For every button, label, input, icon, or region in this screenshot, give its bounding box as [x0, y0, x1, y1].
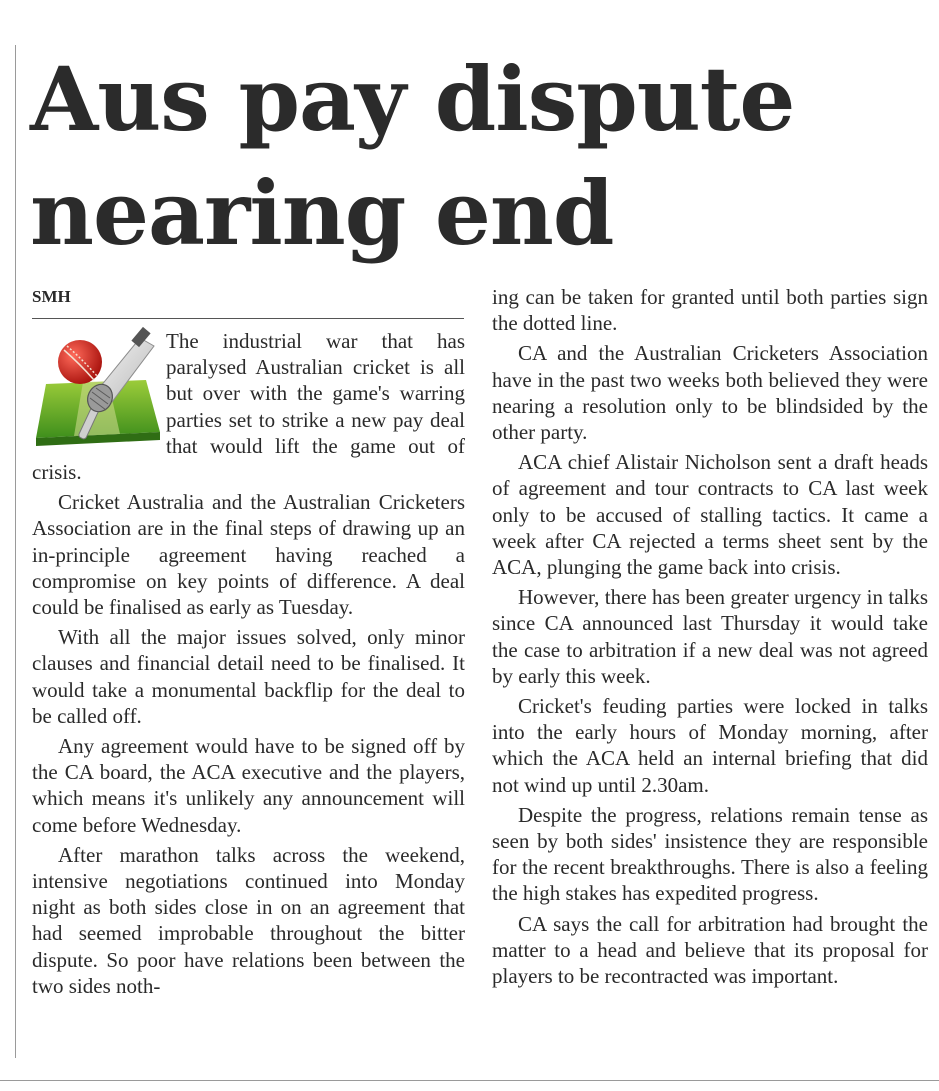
paragraph: ACA chief Alistair Nicholson sent a draft heads of agreement and tour contracts to CA last week only to be accused of stalling tactics. It came a week after CA rejected a terms sheet sent by the ACA, plunging the game back into crisis. — [492, 450, 928, 580]
paragraph: After marathon talks across the weekend, intensive negotiations continued into Monday night as both sides close in on an agreement that had seemed improbable throughout the bitter dispute. So poor have relations been between the two sides noth- — [32, 842, 465, 998]
paragraph: CA and the Australian Cricketers Association have in the past two weeks both believed they were nearing a resolution only to be blindsided by the other party. — [492, 341, 928, 445]
byline-divider — [32, 318, 464, 319]
paragraph: CA says the call for arbitration had brought the matter to a head and believe that its proposal for players to be recontracted was important. — [492, 911, 928, 989]
paragraph: Any agreement would have to be signed off by the CA board, the ACA executive and the players, which means it's unlikely any announcement will come before Wednesday. — [32, 734, 465, 837]
paragraph: Despite the progress, relations remain tense as seen by both sides' insistence they are responsible for the recent breakthroughs. There is also a feeling the high stakes has expedited progress. — [492, 802, 928, 906]
paragraph: Cricket Australia and the Australian Cricketers Association are in the final steps of drawing up an in-principle agreement having reached a compromise on key points of difference. A deal could be finalised as early as Tuesday. — [32, 490, 465, 620]
left-column-rule — [15, 45, 16, 1058]
article-headline: Aus pay dispute nearing end — [30, 47, 795, 265]
byline: SMH — [32, 287, 71, 306]
paragraph: Cricket's feuding parties were locked in talks into the early hours of Monday morning, after which the ACA held an internal briefing that did not wind up until 2.30am. — [492, 694, 928, 797]
paragraph: With all the major issues solved, only minor clauses and financial detail need to be finalised. It would take a monumental backflip for the deal to be called off. — [32, 625, 465, 728]
cricket-bat-ball-microphone-icon — [28, 322, 162, 450]
paragraph: However, there has been greater urgency in talks since CA announced last Thursday it would take the case to arbitration if a new deal was not agreed by early this week. — [492, 585, 928, 688]
article-column-right — [492, 284, 928, 989]
paragraph: The industrial war that has paralysed Australian cricket is all but over with the game's warring parties set to strike a new pay deal that would lift the game out of crisis. — [32, 329, 465, 485]
article-column-left — [32, 328, 465, 999]
paragraph: ing can be taken for granted until both parties sign the dotted line. — [492, 285, 928, 336]
bottom-rule — [0, 1080, 939, 1081]
